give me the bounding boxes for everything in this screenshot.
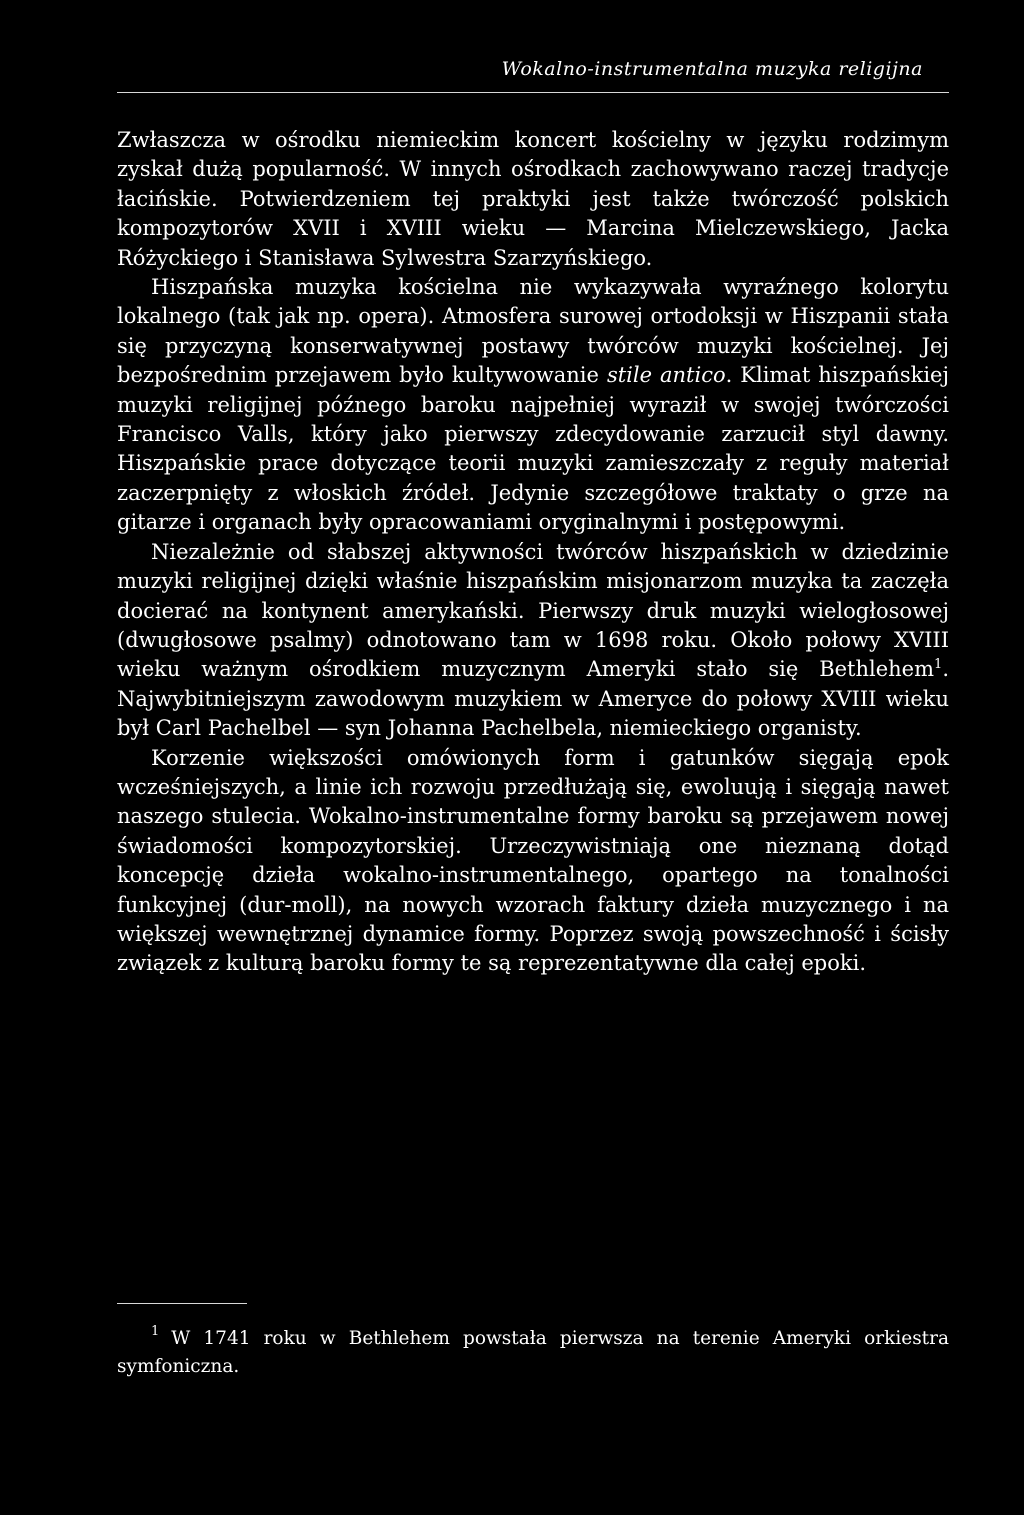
paragraph-text: Hiszpańska muzyka kościelna nie wykazywała wyraźnego kolorytu lokalnego (tak jak np. opera). Atmosfera surowej ortodoksji w Hiszpanii stała się przyczyną konserwatywnej postawy twórców muzyki kościelnej. Jej bezpośrednim przejawem było kultywowanie xyxy=(117,275,949,388)
paragraph-text: Niezależnie od słabszej aktywności twórców hiszpańskich w dziedzinie muzyki religijnej dzięki właśnie hiszpańskim misjonarzom muzyka ta zaczęła docierać na kontynent amerykański. Pierwszy druk muzyki wielogłosowej (dwugłosowe psalmy) odnotowano tam w 1698 roku. Około połowy XVIII wieku ważnym ośrodkiem muzycznym Ameryki stało się Bethlehem xyxy=(117,539,949,682)
running-head: Wokalno-instrumentalna muzyka religijna xyxy=(501,58,923,80)
footnote-rule xyxy=(117,1303,247,1304)
footnote-marker: 1 xyxy=(151,1324,160,1339)
paragraph xyxy=(117,744,949,979)
footnote xyxy=(117,1318,949,1381)
footnote-text: W 1741 roku w Bethlehem powstała pierwsza na terenie Ameryki orkiestra symfoniczna. xyxy=(117,1328,949,1377)
paragraph xyxy=(117,126,949,273)
main-text xyxy=(117,126,949,979)
paragraph-text: Zwłaszcza w ośrodku niemieckim koncert kościelny w języku rodzimym zyskał dużą popularność. W innych ośrodkach zachowywano raczej tradycje łacińskie. Potwierdzeniem tej praktyki jest także twórczość polskich kompozytorów XVII i XVIII wieku — Marcina Mielczewskiego, Jacka Różyckiego i Stanisława Sylwestra Szarzyńskiego. xyxy=(117,128,949,270)
paragraph-text: . Najwybitniejszym zawodowym muzykiem w Ameryce do połowy XVIII wieku był Carl Pachelbel — syn Johanna Pachelbela, niemieckiego organisty. xyxy=(117,657,949,741)
paragraph-text: Korzenie większości omówionych form i gatunków sięgają epok wcześniejszych, a linie ich rozwoju przedłużają się, ewoluują i sięgają nawet naszego stulecia. Wokalno-instrumentalne formy baroku są przejawem nowej świadomości kompozytorskiej. Urzeczywistniają one nieznaną dotąd koncepcję dzieła wokalno-instrumentalnego, opartego na tonalności funkcyjnej (dur-moll), na nowych wzorach faktury dzieła muzycznego i na większej wewnętrznej dynamice formy. Poprzez swoją powszechność i ścisły związek z kulturą baroku formy te są reprezentatywne dla całej epoki. xyxy=(117,745,949,976)
footnote-reference[interactable]: 1 xyxy=(934,657,943,673)
paragraph xyxy=(117,538,949,744)
paragraph xyxy=(117,273,949,538)
italic-term: stile antico xyxy=(606,363,726,388)
paragraph-text: . Klimat hiszpańskiej muzyki religijnej późnego baroku najpełniej wyraził w swojej twórczości Francisco Valls, który jako pierwszy zdecydowanie zarzucił styl dawny. Hiszpańskie prace dotyczące teorii muzyki zamieszczały z reguły materiał zaczerpnięty z włoskich źródeł. Jedynie szczegółowe traktaty o grze na gitarze i organach były opracowaniami oryginalnymi i postępowymi. xyxy=(117,363,949,535)
header-rule xyxy=(117,92,949,93)
